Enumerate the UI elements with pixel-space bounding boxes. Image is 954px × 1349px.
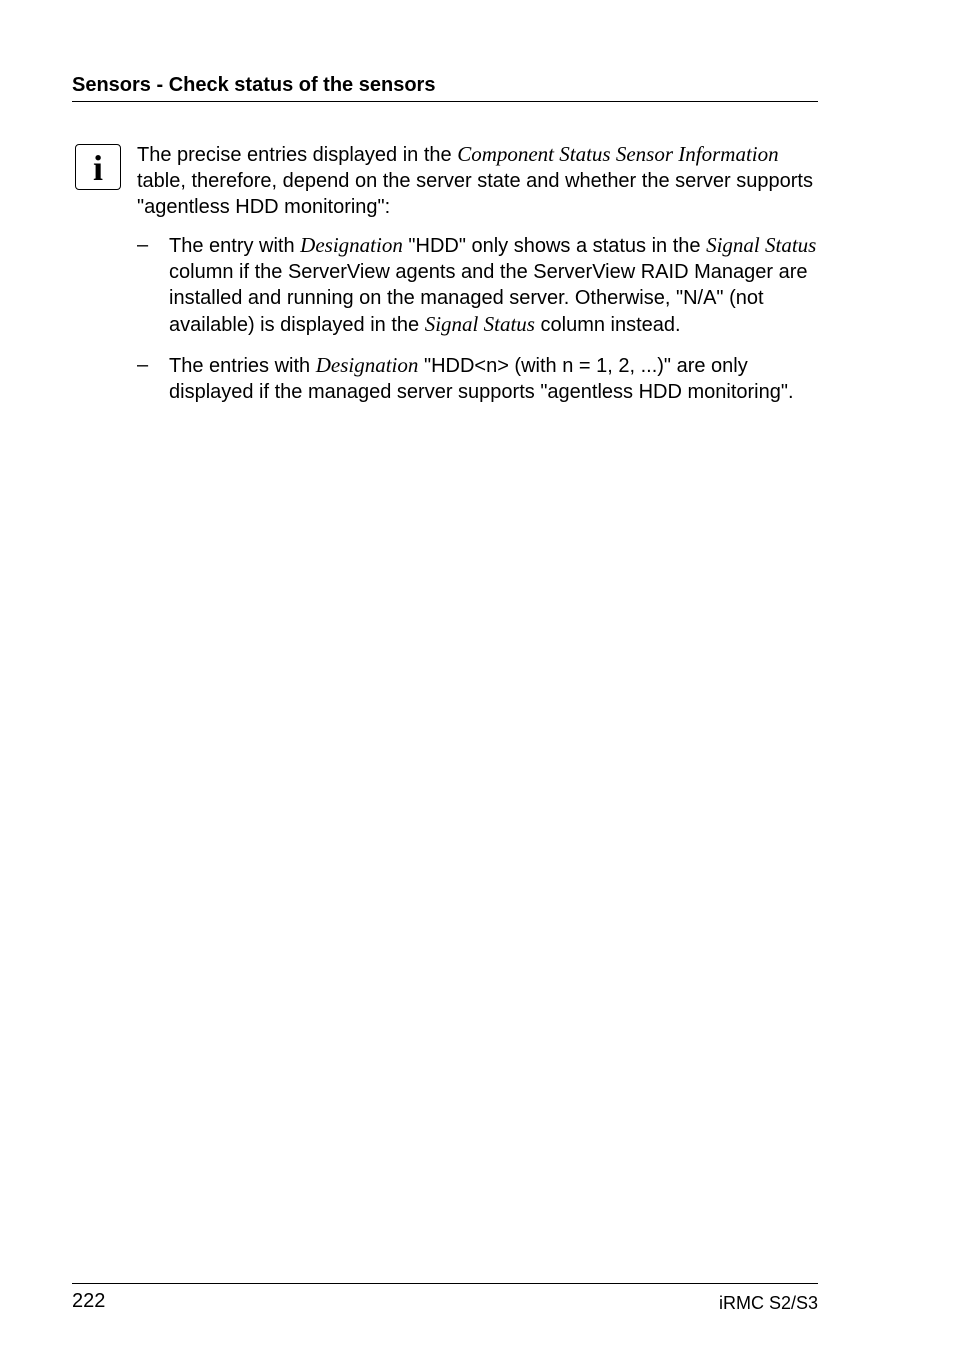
ui-term-signal-status: Signal Status <box>424 312 535 336</box>
ui-term-table-name: Component Status Sensor Information <box>457 142 779 166</box>
footer-divider <box>72 1283 818 1284</box>
bullet-dash: – <box>137 354 149 376</box>
document-name: iRMC S2/S3 <box>718 1293 818 1313</box>
bullet-text: "HDD<n> (with n = 1, 2, ...)" are only displayed if the managed server supports "agentless HDD monitoring". <box>169 355 794 403</box>
info-icon: i <box>75 144 121 190</box>
bullet-text: The entry with <box>169 235 301 257</box>
note-intro-text: table, therefore, depend on the server state and whether the server supports "agentless HDD monitoring": <box>137 170 813 218</box>
note-intro-text: The precise entries displayed in the <box>137 144 458 166</box>
ui-term-signal-status: Signal Status <box>706 233 817 257</box>
ui-term-designation: Designation <box>315 353 419 377</box>
section-header-title: Sensors - Check status of the sensors <box>72 74 436 96</box>
bullet-text: "HDD" only shows a status in the <box>402 235 707 257</box>
bullet-text: The entries with <box>169 355 316 377</box>
ui-term-designation: Designation <box>300 233 403 257</box>
bullet-text: column if the ServerView agents and the ServerView RAID Manager are installed and running on the managed server. Otherwise, "N/A" (not available) is displayed in the <box>169 261 808 336</box>
list-item <box>137 232 817 338</box>
note-intro-paragraph <box>137 141 827 220</box>
page-number: 222 <box>72 1290 106 1312</box>
list-item <box>137 352 817 405</box>
bullet-text: column instead. <box>534 314 681 336</box>
bullet-dash: – <box>137 234 149 256</box>
note-bullet-list <box>137 232 817 419</box>
header-divider <box>72 101 818 102</box>
